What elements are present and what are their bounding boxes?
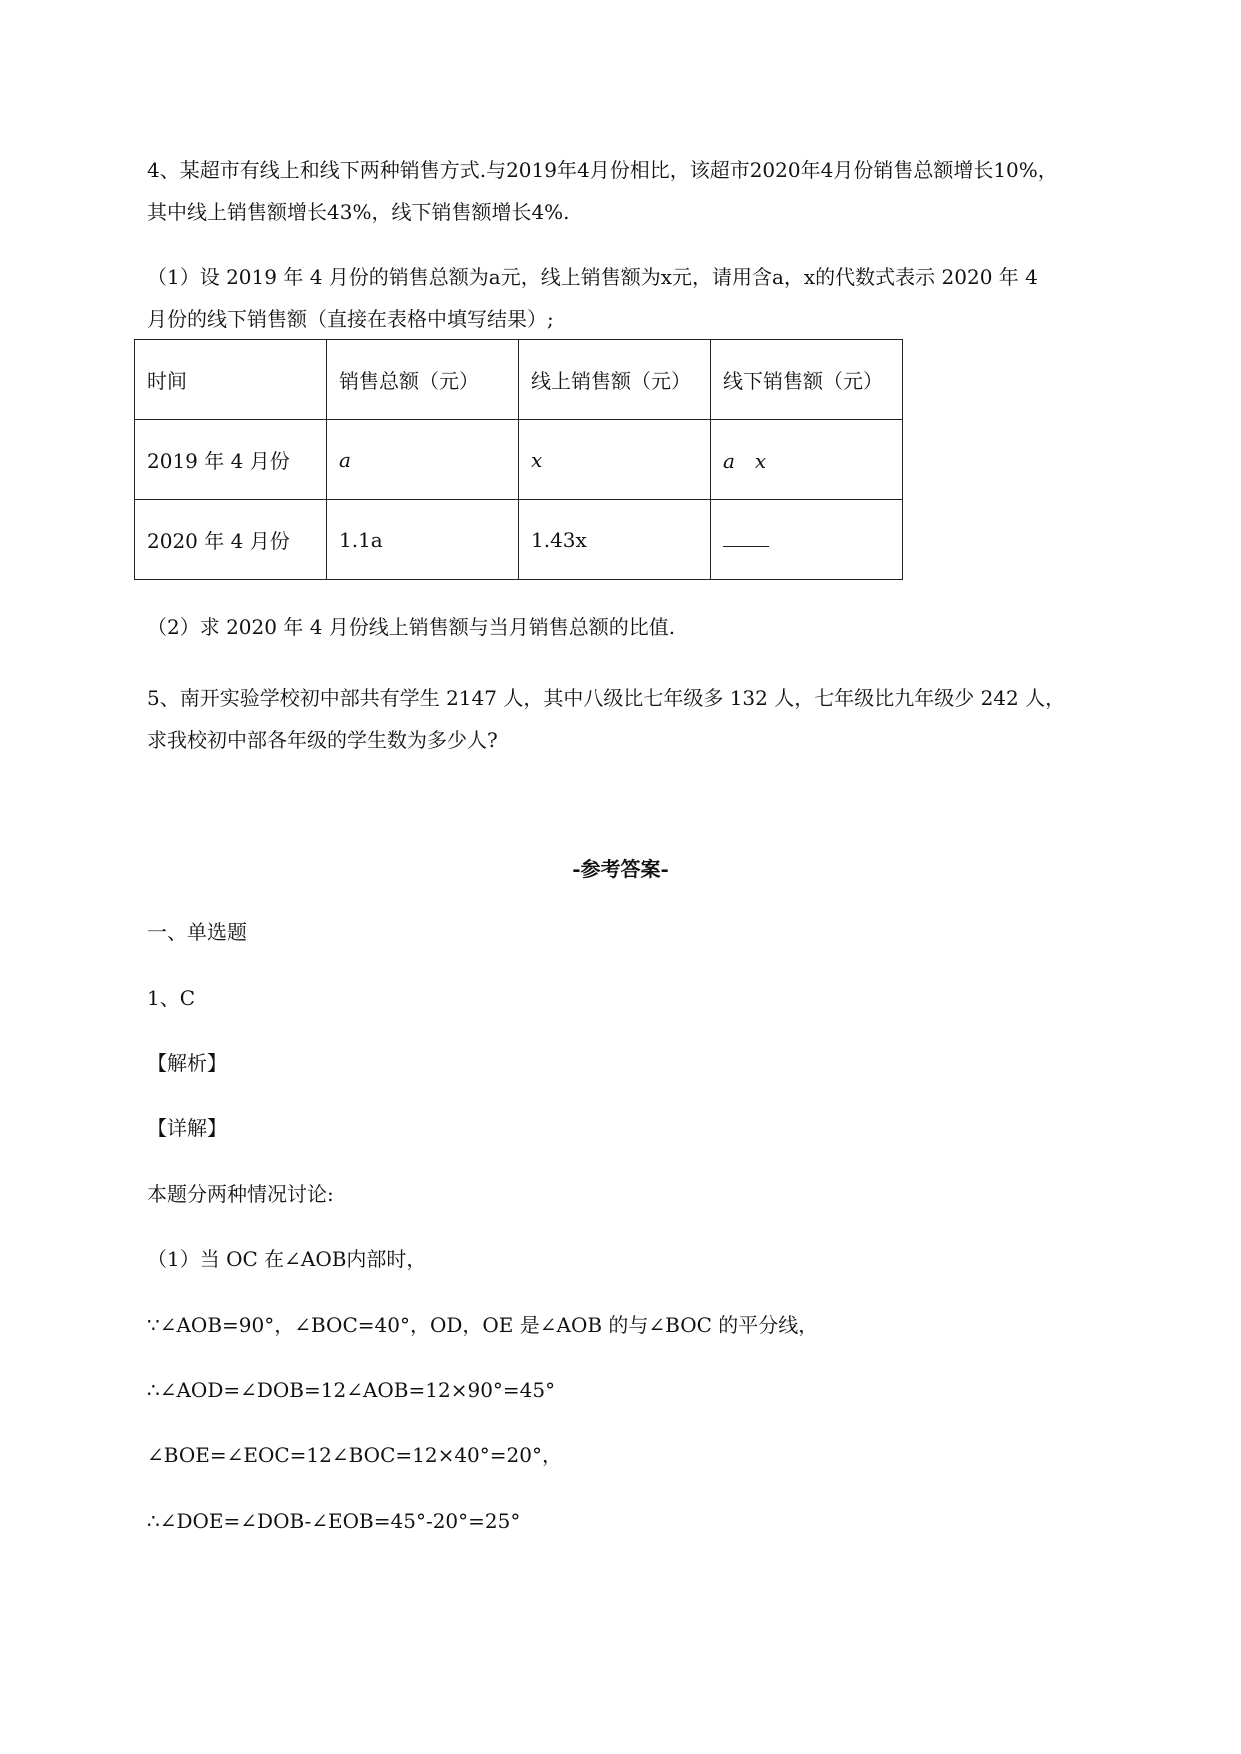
header-cell: 线上销售额（元） (519, 340, 711, 420)
q4-sub2: （2）求 2020 年 4 月份线上销售额与当月销售总额的比值. (147, 615, 676, 639)
header-cell: 时间 (135, 340, 327, 420)
table-header-row (135, 340, 903, 420)
q4-line-1: 4、某超市有线上和线下两种销售方式.与2019年4月份相比，该超市2020年4月份销售总额增长10%， (147, 158, 1058, 182)
solution-line: ∠BOE=∠EOC=12∠BOC=12×40°=20°， (147, 1443, 562, 1467)
analysis-label: 【解析】 (147, 1051, 227, 1075)
answer-item-1: 1、C (147, 986, 196, 1010)
table-cell: a (327, 420, 519, 500)
sales-table (134, 339, 903, 580)
table-row (135, 500, 903, 580)
table-cell: a x (711, 420, 903, 500)
table-cell: 1.1a (327, 500, 519, 580)
solution-line: 本题分两种情况讨论: (147, 1182, 334, 1206)
table-cell: 2020 年 4 月份 (135, 500, 327, 580)
header-cell: 销售总额（元） (327, 340, 519, 420)
solution-line: （1）当 OC 在∠AOB内部时， (147, 1247, 427, 1271)
answer-blank (723, 528, 769, 547)
q5-line-1: 5、南开实验学校初中部共有学生 2147 人，其中八级比七年级多 132 人，七年级比九年级少 242 人， (147, 686, 1066, 710)
solution-line: ∴∠DOE=∠DOB-∠EOB=45°-20°=25° (147, 1509, 521, 1533)
answers-title: -参考答案- (572, 857, 669, 881)
q4-sub1-line-1: （1）设 2019 年 4 月份的销售总额为a元，线上销售额为x元，请用含a，x的代数式表示 2020 年 4 (147, 265, 1038, 289)
solution-line: ∴∠AOD=∠DOB=12∠AOB=12×90°=45° (147, 1378, 556, 1402)
q4-sub1-line-2: 月份的线下销售额（直接在表格中填写结果）; (147, 307, 554, 331)
header-cell: 线下销售额（元） (711, 340, 903, 420)
answer-blank-cell (711, 500, 903, 580)
table-cell: 2019 年 4 月份 (135, 420, 327, 500)
table-row (135, 420, 903, 500)
q5-line-2: 求我校初中部各年级的学生数为多少人? (147, 728, 498, 752)
answers-section: 一、单选题 (147, 920, 247, 944)
solution-line: ∵∠AOB=90°，∠BOC=40°，OD，OE 是∠AOB 的与∠BOC 的平分线， (147, 1313, 819, 1337)
table-cell: 1.43x (519, 500, 711, 580)
table-cell: x (519, 420, 711, 500)
detail-label: 【详解】 (147, 1116, 227, 1140)
q4-line-2: 其中线上销售额增长43%，线下销售额增长4%. (147, 200, 570, 224)
